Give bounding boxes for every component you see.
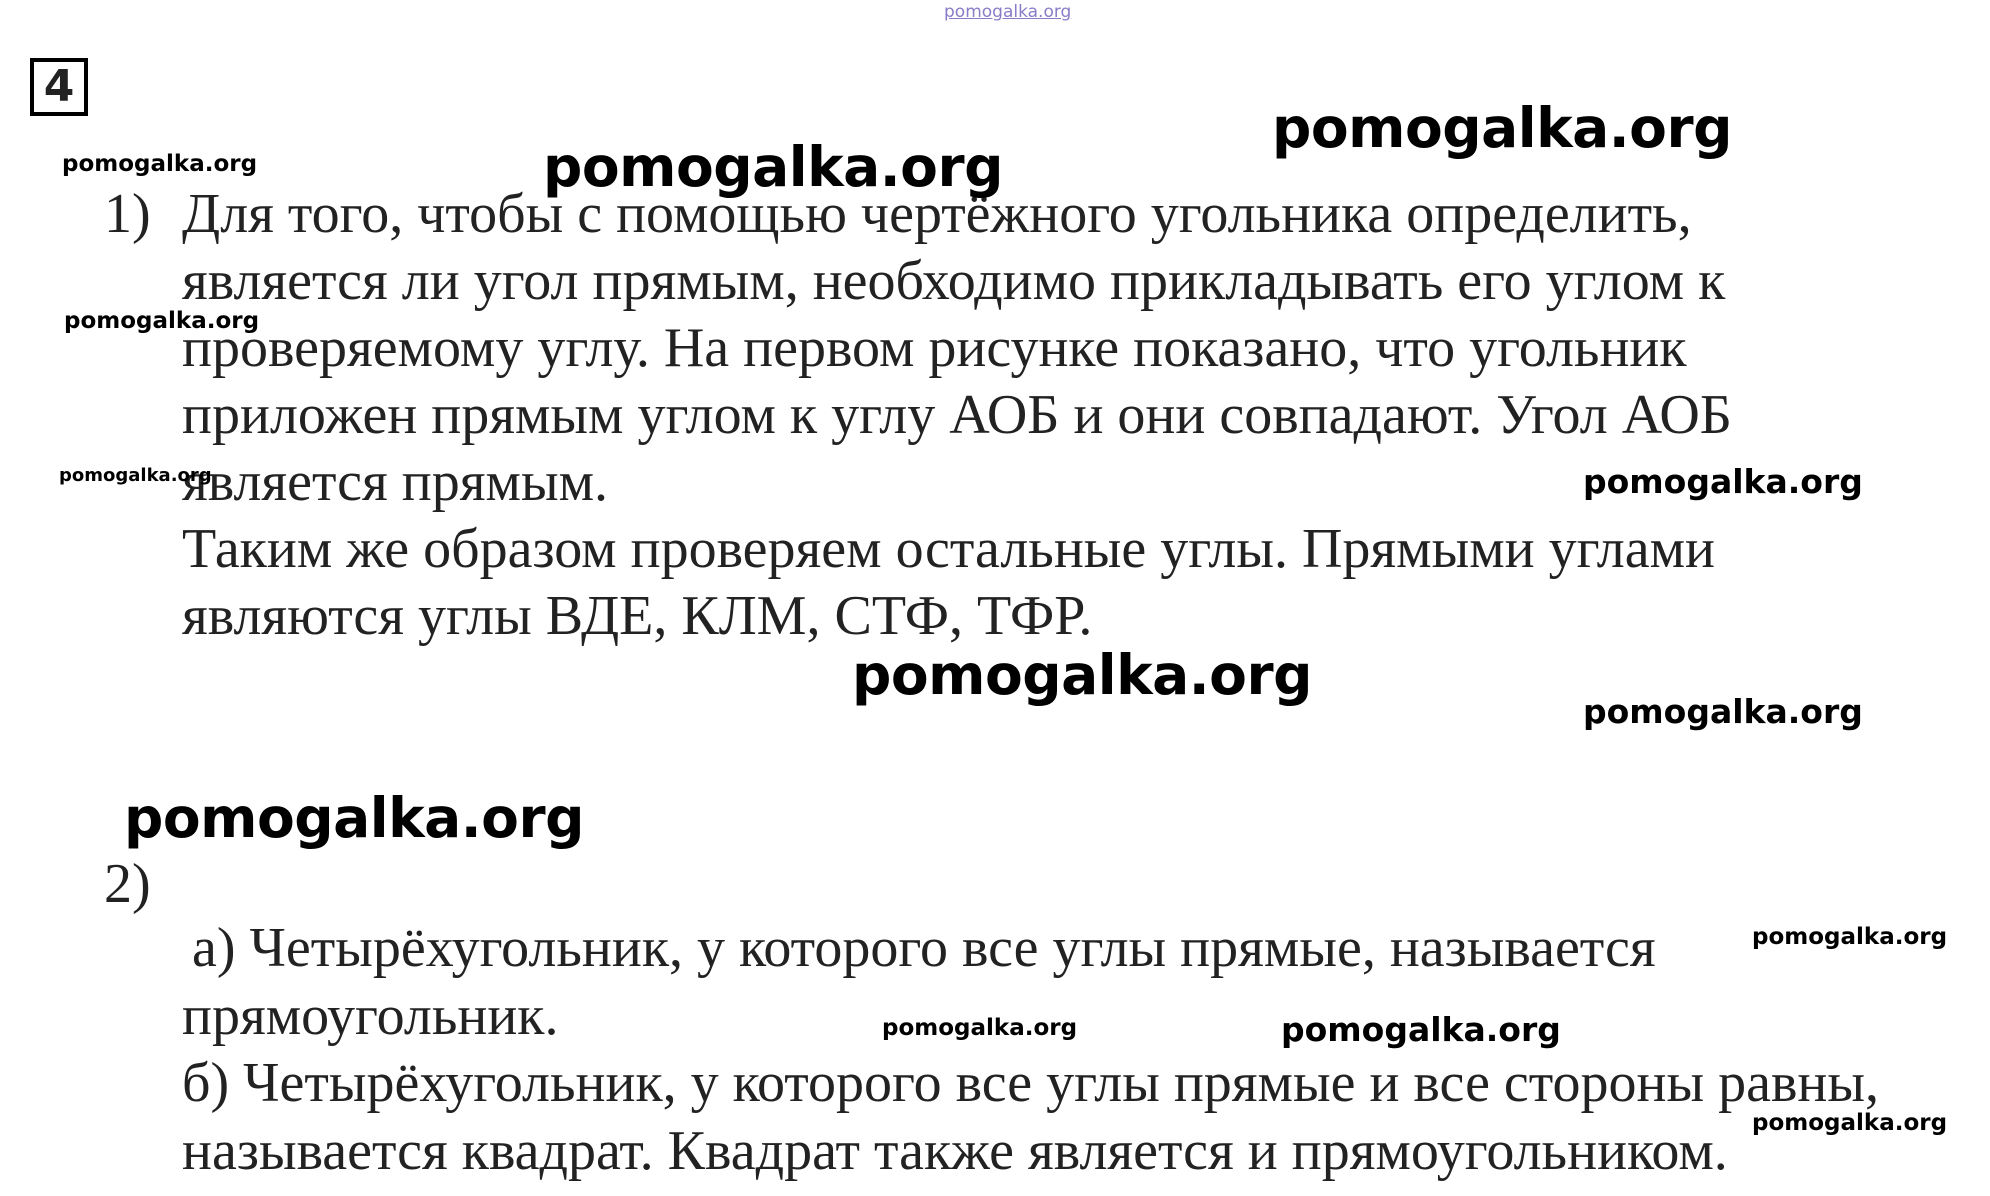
part1-number: 1) xyxy=(104,183,151,245)
watermark-10: pomogalka.org xyxy=(1752,924,1948,950)
part1-line-6: Таким же образом проверяем остальные углы. Прямыми углами xyxy=(182,518,1715,580)
watermark-6: pomogalka.org xyxy=(1583,462,1863,501)
watermark-4: pomogalka.org xyxy=(64,308,260,334)
part2-line-4: называется квадрат. Квадрат также является и прямоугольником. xyxy=(182,1120,1728,1182)
part1-line-3: проверяемому углу. На первом рисунке показано, что угольник xyxy=(182,317,1687,379)
watermark-8: pomogalka.org xyxy=(1583,692,1863,731)
part2-line-2: прямоугольник. xyxy=(182,985,559,1047)
watermark-2: pomogalka.org xyxy=(543,135,1003,199)
watermark-9: pomogalka.org xyxy=(124,786,584,850)
watermark-7: pomogalka.org xyxy=(852,643,1312,707)
part1-line-2: является ли угол прямым, необходимо прикладывать его углом к xyxy=(182,250,1726,312)
top-watermark: pomogalka.org xyxy=(944,2,1072,22)
watermark-12: pomogalka.org xyxy=(1281,1010,1561,1049)
part2-line-1: а) Четырёхугольник, у которого все углы прямые, называется xyxy=(192,917,1656,979)
watermark-5: pomogalka.org xyxy=(59,465,212,486)
part2-number: 2) xyxy=(104,853,151,915)
watermark-3: pomogalka.org xyxy=(62,151,258,177)
task-number-box: 4 xyxy=(30,58,88,116)
watermark-1: pomogalka.org xyxy=(1272,96,1732,160)
part1-line-4: приложен прямым углом к углу АОБ и они совпадают. Угол АОБ xyxy=(182,384,1732,446)
part1-line-1: Для того, чтобы с помощью чертёжного угольника определить, xyxy=(182,183,1692,245)
watermark-13: pomogalka.org xyxy=(1752,1110,1948,1136)
part2-line-3: б) Четырёхугольник, у которого все углы прямые и все стороны равны, xyxy=(182,1052,1880,1114)
part1-line-7: являются углы ВДЕ, КЛМ, СТФ, ТФР. xyxy=(182,585,1093,647)
part1-line-5: является прямым. xyxy=(182,451,609,513)
watermark-11: pomogalka.org xyxy=(882,1015,1078,1041)
